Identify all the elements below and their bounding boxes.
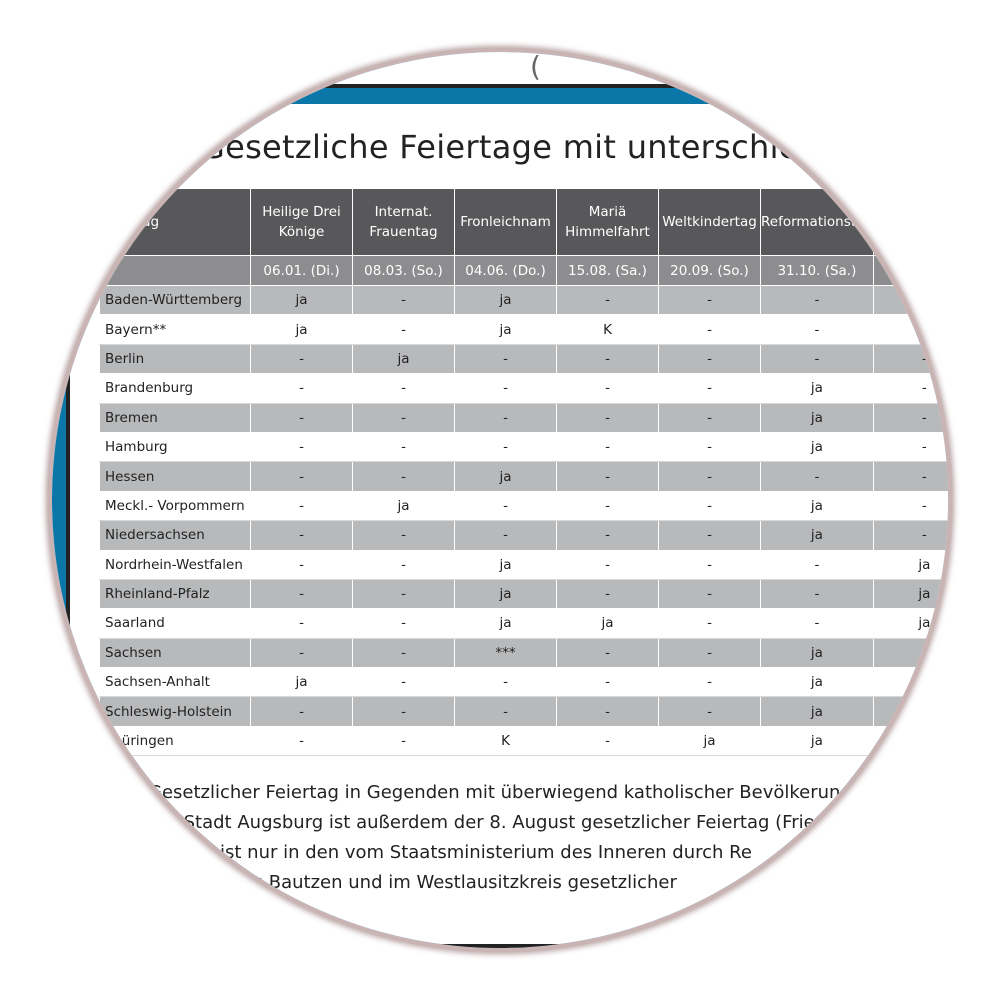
holiday-date: 04.06. (Do.) (455, 256, 557, 286)
holiday-cell: - (455, 344, 557, 373)
state-name: Saarland (100, 609, 251, 638)
holiday-cell: - (353, 315, 455, 344)
holiday-cell: - (659, 491, 761, 520)
holiday-cell: ja (659, 726, 761, 755)
holiday-cell: - (353, 668, 455, 697)
holiday-header: Reformationstag (761, 189, 874, 256)
holiday-cell: - (761, 286, 874, 315)
footnote-line: der Stadt Augsburg ist außerdem der 8. August gesetzlicher Feiertag (Fried (148, 812, 827, 833)
holiday-cell: - (251, 432, 353, 461)
state-name: Niedersachsen (100, 521, 251, 550)
holiday-date: 08.03. (So.) (353, 256, 455, 286)
holiday-cell: - (659, 315, 761, 344)
holiday-cell: - (659, 668, 761, 697)
holiday-cell: - (557, 374, 659, 403)
holiday-cell: ja (455, 609, 557, 638)
state-name: Thüringen (100, 726, 251, 755)
holiday-cell: - (455, 403, 557, 432)
holiday-cell: - (659, 550, 761, 579)
holiday-cell: ja (251, 286, 353, 315)
holiday-header: Weltkindertag (659, 189, 761, 256)
table-row (100, 609, 949, 638)
holiday-cell: *** (455, 638, 557, 667)
holiday-cell: - (251, 579, 353, 608)
holiday-cell: - (251, 638, 353, 667)
holiday-cell: - (873, 432, 948, 461)
holiday-cell: - (557, 579, 659, 608)
holiday-date (873, 256, 948, 286)
state-name: Schleswig-Holstein (100, 697, 251, 726)
holiday-cell: - (659, 697, 761, 726)
state-name: Meckl.- Vorpommern (100, 491, 251, 520)
holiday-cell (873, 315, 948, 344)
holiday-cell: - (455, 697, 557, 726)
holiday-cell: - (353, 374, 455, 403)
holiday-cell: ja (761, 726, 874, 755)
holiday-cell: - (557, 550, 659, 579)
holiday-cell: ja (353, 344, 455, 373)
holiday-cell: - (353, 462, 455, 491)
holiday-date: 06.01. (Di.) (251, 256, 353, 286)
holiday-cell: - (557, 462, 659, 491)
holiday-cell: - (761, 315, 874, 344)
table-row (100, 403, 949, 432)
table-row (100, 726, 949, 755)
paren-glyph: ( (530, 52, 541, 83)
holiday-table (99, 188, 948, 756)
holiday-cell: - (251, 726, 353, 755)
holiday-cell: - (873, 374, 948, 403)
holiday-cell: - (353, 697, 455, 726)
holiday-cell: - (455, 668, 557, 697)
state-name: Berlin (100, 344, 251, 373)
table-row (100, 491, 949, 520)
holiday-cell: - (353, 286, 455, 315)
holiday-cell: - (353, 609, 455, 638)
holiday-cell: - (557, 403, 659, 432)
holiday-cell (873, 697, 948, 726)
top-window-bar (300, 52, 860, 88)
holiday-cell: - (659, 374, 761, 403)
holiday-cell: ja (557, 609, 659, 638)
table-row (100, 668, 949, 697)
holiday-header (873, 189, 948, 256)
table-row (100, 286, 949, 315)
table-row (100, 550, 949, 579)
holiday-cell: - (557, 344, 659, 373)
holiday-cell: - (353, 403, 455, 432)
holiday-cell: - (873, 462, 948, 491)
table-row (100, 521, 949, 550)
holiday-cell: ja (761, 374, 874, 403)
holiday-cell: - (557, 286, 659, 315)
state-name: Bayern** (100, 315, 251, 344)
state-name: Nordrhein-Westfalen (100, 550, 251, 579)
holiday-cell: ja (761, 697, 874, 726)
holiday-cell: - (251, 344, 353, 373)
holiday-cell: - (557, 491, 659, 520)
holiday-cell (873, 286, 948, 315)
page-title: Gesetzliche Feiertage mit unterschiedlicher (200, 128, 910, 166)
holiday-cell: ja (761, 638, 874, 667)
holiday-cell: ja (251, 668, 353, 697)
state-name: Baden-Württemberg (100, 286, 251, 315)
state-name: Rheinland-Pfalz (100, 579, 251, 608)
table-row (100, 697, 949, 726)
holiday-cell: - (251, 462, 353, 491)
holiday-header: Mariä Himmelfahrt (557, 189, 659, 256)
holiday-cell: - (557, 726, 659, 755)
holiday-cell: - (873, 521, 948, 550)
table-row (100, 462, 949, 491)
holiday-cell: ja (455, 462, 557, 491)
holiday-cell: - (659, 579, 761, 608)
holiday-cell: - (873, 638, 948, 667)
holiday-cell: - (557, 432, 659, 461)
state-date-header-empty (100, 256, 251, 286)
holiday-cell: ja (873, 609, 948, 638)
footnotes (148, 778, 858, 898)
holiday-cell: ja (455, 579, 557, 608)
holiday-cell: - (557, 668, 659, 697)
holiday-cell: - (251, 550, 353, 579)
holiday-cell: - (353, 432, 455, 461)
state-column-header: Feiertag (100, 189, 251, 256)
holiday-cell: - (251, 609, 353, 638)
holiday-cell: - (873, 403, 948, 432)
holiday-cell: - (659, 609, 761, 638)
holiday-cell: - (659, 286, 761, 315)
state-name: Sachsen (100, 638, 251, 667)
table-row (100, 315, 949, 344)
holiday-date: 20.09. (So.) (659, 256, 761, 286)
holiday-cell: - (761, 462, 874, 491)
holiday-cell: ja (455, 286, 557, 315)
holiday-cell: - (557, 638, 659, 667)
holiday-cell: - (557, 521, 659, 550)
holiday-cell: - (455, 374, 557, 403)
footnote-line: Gesetzlicher Feiertag in Gegenden mit überwiegend katholischer Bevölkerung. (148, 782, 858, 803)
holiday-cell: - (353, 550, 455, 579)
holiday-cell: K (455, 726, 557, 755)
holiday-cell: - (659, 521, 761, 550)
table-row (100, 344, 949, 373)
holiday-date: 15.08. (Sa.) (557, 256, 659, 286)
holiday-cell: ja (455, 550, 557, 579)
state-name: Brandenburg (100, 374, 251, 403)
holiday-cell: - (659, 344, 761, 373)
holiday-cell: ja (455, 315, 557, 344)
holiday-cell: - (455, 491, 557, 520)
holiday-cell: - (353, 726, 455, 755)
holiday-cell: - (251, 403, 353, 432)
holiday-cell (873, 668, 948, 697)
holiday-cell: - (761, 344, 874, 373)
holiday-header: Fronleichnam (455, 189, 557, 256)
holiday-cell: ja (761, 668, 874, 697)
state-name: Hessen (100, 462, 251, 491)
table-row (100, 374, 949, 403)
holiday-cell: ja (761, 403, 874, 432)
holiday-cell: - (353, 638, 455, 667)
holiday-cell: ja (873, 550, 948, 579)
holiday-cell: - (251, 697, 353, 726)
holiday-cell: - (353, 579, 455, 608)
footnote-line: ichnam ist nur in den vom Staatsministerium des Inneren durch Re (148, 842, 752, 863)
holiday-cell: - (659, 638, 761, 667)
holiday-cell: - (761, 579, 874, 608)
table-row (100, 432, 949, 461)
holiday-cell: - (659, 432, 761, 461)
state-name: Bremen (100, 403, 251, 432)
holiday-cell: - (659, 403, 761, 432)
holiday-cell: - (251, 491, 353, 520)
holiday-cell: ja (873, 579, 948, 608)
holiday-cell: ja (761, 521, 874, 550)
holiday-cell: ja (761, 491, 874, 520)
holiday-cell: - (251, 521, 353, 550)
state-name: Sachsen-Anhalt (100, 668, 251, 697)
table-row (100, 579, 949, 608)
holiday-cell: K (557, 315, 659, 344)
holiday-cell: - (455, 432, 557, 461)
holiday-cell: - (873, 344, 948, 373)
table-row (100, 638, 949, 667)
holiday-cell: - (557, 697, 659, 726)
holiday-date: 31.10. (Sa.) (761, 256, 874, 286)
holiday-cell: ja (353, 491, 455, 520)
holiday-cell: ja (761, 432, 874, 461)
holiday-header: Heilige Drei Könige (251, 189, 353, 256)
holiday-cell (873, 726, 948, 755)
holiday-header: Internat. Frauentag (353, 189, 455, 256)
footnote-line: im Landkreis Bautzen und im Westlausitzkreis gesetzlicher (148, 872, 677, 893)
holiday-cell: - (251, 374, 353, 403)
holiday-cell: - (659, 462, 761, 491)
holiday-cell: ja (251, 315, 353, 344)
holiday-cell: - (761, 609, 874, 638)
holiday-cell: - (873, 491, 948, 520)
holiday-cell: - (455, 521, 557, 550)
holiday-cell: - (761, 550, 874, 579)
state-name: Hamburg (100, 432, 251, 461)
magnifier-lens (52, 52, 948, 948)
holiday-cell: - (353, 521, 455, 550)
